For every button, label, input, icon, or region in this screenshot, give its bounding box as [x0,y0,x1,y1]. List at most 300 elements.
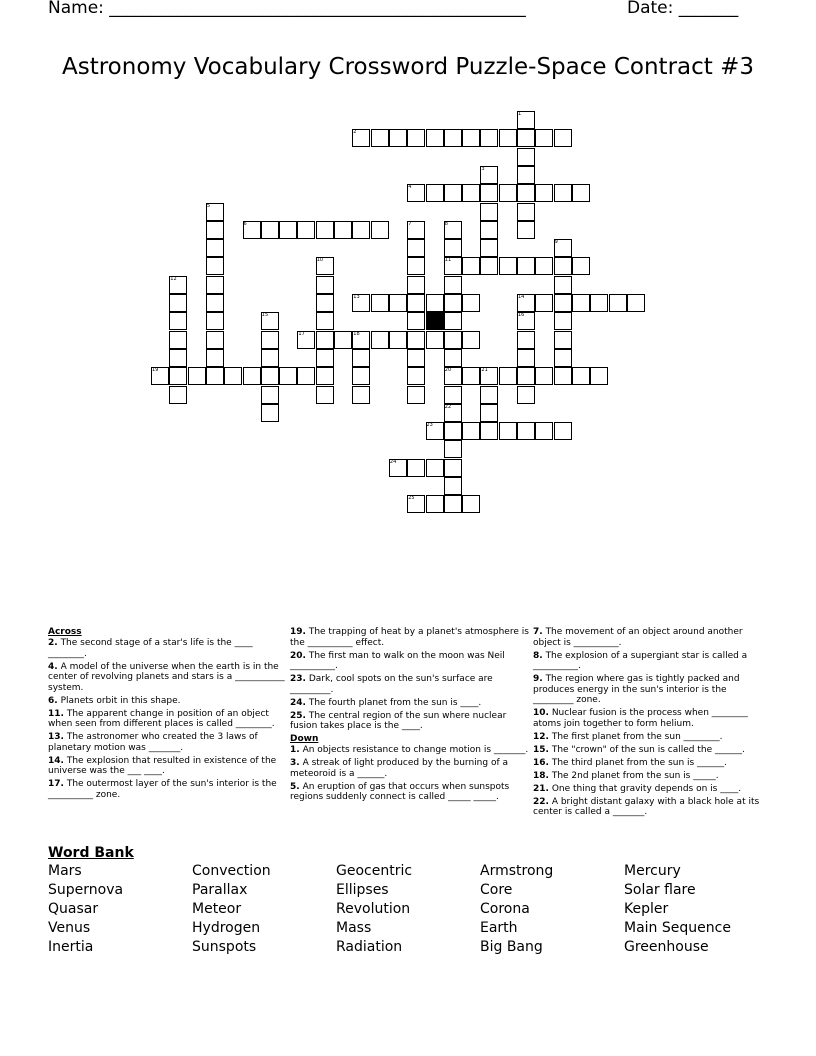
grid-cell[interactable] [462,294,480,312]
word-bank-column [480,862,620,957]
grid-cell[interactable] [224,367,242,385]
grid-cell[interactable] [352,386,370,404]
grid-cell[interactable] [462,331,480,349]
clue-number: 19. [290,627,306,637]
grid-cell[interactable] [371,221,389,239]
grid-cell[interactable] [261,404,279,422]
grid-cell[interactable] [169,349,187,367]
word-bank-word: Armstrong [480,863,554,879]
word-bank-column [48,862,188,957]
grid-cell[interactable] [480,386,498,404]
down-clue [533,771,765,782]
grid-cell[interactable] [480,422,498,440]
grid-cell[interactable] [371,129,389,147]
grid-cell[interactable] [426,495,444,513]
grid-cell[interactable] [169,294,187,312]
grid-cell[interactable] [407,184,425,202]
grid-cell[interactable] [206,349,224,367]
grid-cell[interactable] [517,184,535,202]
grid-cell[interactable] [426,294,444,312]
grid-cell[interactable] [462,184,480,202]
across-heading: Across [48,627,82,637]
grid-cell[interactable] [243,367,261,385]
date-line[interactable]: Date: _______ [627,0,739,18]
grid-cell[interactable] [444,386,462,404]
clue-number: 8. [533,650,543,661]
grid-cell[interactable] [517,367,535,385]
word-bank-word: Core [480,882,513,898]
grid-cell[interactable] [572,294,590,312]
word-bank-word: Venus [48,920,91,936]
clue-text: The trapping of heat by a planet's atmosphere is the __________ effect. [290,627,529,648]
clue-number: 21. [533,783,549,794]
clue-number: 6. [48,695,58,706]
grid-cell[interactable] [389,459,407,477]
down-heading: Down [290,734,319,744]
grid-cell[interactable] [316,386,334,404]
grid-cell[interactable] [316,221,334,239]
grid-cell[interactable] [352,294,370,312]
grid-cell[interactable] [261,349,279,367]
clue-text: The third planet from the sun is ______. [551,757,727,768]
down-clue [533,745,765,756]
grid-cell[interactable] [480,404,498,422]
grid-cell[interactable] [572,184,590,202]
clue-text: The "crown" of the sun is called the ______. [551,744,745,755]
word-bank-word: Radiation [336,939,403,955]
grid-cell[interactable] [444,404,462,422]
clue-text: An eruption of gas that occurs when sunspots regions suddenly connect is called _____ _____. [290,781,510,802]
grid-cell[interactable] [426,129,444,147]
clue-number: 3. [290,758,300,768]
grid-cell[interactable] [444,367,462,385]
grid-cell[interactable] [554,331,572,349]
grid-cell[interactable] [316,367,334,385]
grid-cell[interactable] [517,148,535,166]
grid-cell[interactable] [499,422,517,440]
grid-cell[interactable] [444,276,462,294]
grid-cell[interactable] [517,386,535,404]
word-bank-word: Hydrogen [192,920,261,936]
word-bank-word: Geocentric [336,863,413,879]
grid-cell[interactable] [279,367,297,385]
grid-cell[interactable] [554,294,572,312]
grid-cell[interactable] [517,203,535,221]
clue-text: The second stage of a star's life is the ____ ________. [48,638,253,659]
across-clue [48,696,290,707]
grid-cell[interactable] [444,440,462,458]
word-bank-word: Ellipses [336,882,389,898]
grid-cell[interactable] [297,331,315,349]
grid-cell[interactable] [480,221,498,239]
grid-cell[interactable] [261,386,279,404]
clue-text: The first planet from the sun ________. [551,731,723,742]
grid-cell[interactable] [480,166,498,184]
clue-number-label: 25 [408,495,415,502]
grid-cell[interactable] [554,257,572,275]
clue-number-label: 18 [353,330,360,337]
word-bank-word: Convection [192,863,271,879]
clue-text: The explosion of a supergiant star is called a __________. [533,650,748,671]
grid-cell[interactable] [462,495,480,513]
clue-number-label: 12 [170,275,177,282]
grid-cell[interactable] [517,294,535,312]
grid-cell[interactable] [371,294,389,312]
clue-number: 22. [533,796,549,807]
clue-text: An objects resistance to change motion is _______. [302,745,529,755]
grid-cell[interactable] [554,239,572,257]
word-bank-word: Parallax [192,882,248,898]
grid-cell[interactable] [243,221,261,239]
grid-cell[interactable] [517,221,535,239]
grid-cell[interactable] [554,367,572,385]
clue-number-label: 17 [298,330,305,337]
grid-cell[interactable] [444,349,462,367]
word-bank-word: Mars [48,863,82,879]
grid-cell[interactable] [389,129,407,147]
word-bank-title: Word Bank [48,845,134,861]
grid-cell[interactable] [517,422,535,440]
grid-cell[interactable] [389,331,407,349]
grid-cell[interactable] [535,367,553,385]
grid-cell[interactable] [316,276,334,294]
grid-cell[interactable] [407,276,425,294]
grid-cell[interactable] [261,367,279,385]
grid-cell[interactable] [535,257,553,275]
grid-cell[interactable] [462,422,480,440]
clue-number: 16. [533,757,549,768]
grid-cell[interactable] [151,367,169,385]
grid-cell[interactable] [352,221,370,239]
clue-number: 4. [48,661,58,672]
grid-cell[interactable] [444,257,462,275]
clue-number-label: 8 [444,220,448,227]
grid-cell[interactable] [627,294,645,312]
across-clue [290,627,532,648]
clue-text: Nuclear fusion is the process when ________ atoms join together to form helium. [533,708,748,729]
clue-text: The outermost layer of the sun's interior is the __________ zone. [48,779,277,800]
across-clue [290,698,532,709]
grid-cell[interactable] [590,294,608,312]
grid-cell[interactable] [426,331,444,349]
clue-number: 20. [290,650,306,661]
grid-cell[interactable] [206,294,224,312]
clue-text: The astronomer who created the 3 laws of planetary motion was _______. [48,732,258,753]
down-clue [533,674,765,706]
across-clue [48,756,290,777]
grid-cell[interactable] [444,422,462,440]
word-bank-word: Inertia [48,939,94,955]
clue-number: 18. [533,770,549,781]
clue-column-3 [533,627,765,820]
word-bank-word: Quasar [48,901,99,917]
word-bank-word: Mercury [624,863,681,879]
grid-cell[interactable] [554,312,572,330]
grid-cell[interactable] [535,422,553,440]
grid-cell[interactable] [462,367,480,385]
grid-cell[interactable] [462,257,480,275]
grid-cell[interactable] [480,239,498,257]
clue-text: The explosion that resulted in existence of the universe was the ___ ____. [48,755,277,776]
word-bank-word: Revolution [336,901,411,917]
page-title: Astronomy Vocabulary Crossword Puzzle-Space Contract #3 [61,54,754,80]
clue-number: 9. [533,674,543,684]
word-bank-column [624,862,764,957]
grid-cell[interactable] [407,495,425,513]
clue-number-label: 9 [554,239,558,246]
word-bank-word: Greenhouse [624,939,709,955]
across-clue [290,674,532,695]
down-clue [533,708,765,729]
grid-cell[interactable] [554,184,572,202]
across-clue [48,662,290,694]
clue-number-label: 4 [408,184,412,191]
grid-cell[interactable] [517,312,535,330]
grid-cell[interactable] [371,331,389,349]
grid-cell[interactable] [572,367,590,385]
grid-cell[interactable] [609,294,627,312]
clue-number: 15. [533,744,549,755]
grid-cell[interactable] [590,367,608,385]
word-bank-word: Solar flare [624,882,696,898]
clue-number-label: 2 [353,129,357,136]
grid-cell[interactable] [188,367,206,385]
grid-cell[interactable] [352,331,370,349]
clue-text: A bright distant galaxy with a black hole at its center is called a _______. [533,796,760,817]
name-line[interactable]: Name: _________________________________________________ [48,0,526,18]
grid-cell[interactable] [407,312,425,330]
grid-cell[interactable] [444,495,462,513]
clue-column-1 [48,627,290,803]
grid-cell[interactable] [206,331,224,349]
grid-cell[interactable] [407,367,425,385]
clue-text: A streak of light produced by the burning of a meteoroid is a ______. [290,758,508,779]
grid-cell[interactable] [407,459,425,477]
grid-cell[interactable] [535,184,553,202]
clue-number-label: 7 [408,220,412,227]
grid-cell[interactable] [407,386,425,404]
clue-text: The movement of an object around another object is __________. [533,627,743,648]
word-bank-word: Meteor [192,901,242,917]
grid-cell[interactable] [334,221,352,239]
down-clue [290,758,532,779]
clue-text: Planets orbit in this shape. [60,695,181,706]
down-clue [533,797,765,818]
grid-cell[interactable] [517,257,535,275]
across-clue [48,779,290,800]
grid-cell[interactable] [444,312,462,330]
clue-text: The region where gas is tightly packed and produces energy in the sun's interior is the _________ zone. [533,674,740,705]
grid-cell[interactable] [444,459,462,477]
word-bank-column [192,862,332,957]
clue-number: 24. [290,697,306,708]
grid-cell[interactable] [426,459,444,477]
grid-cell[interactable] [169,367,187,385]
clue-number: 10. [533,708,549,718]
grid-cell[interactable] [444,294,462,312]
grid-cell[interactable] [169,312,187,330]
clue-number-label: 6 [243,220,247,227]
grid-cell[interactable] [517,331,535,349]
grid-cell[interactable] [297,221,315,239]
clue-number: 7. [533,627,543,637]
grid-cell[interactable] [444,477,462,495]
clue-number-label: 22 [444,403,452,410]
grid-cell[interactable] [554,349,572,367]
grid-cell[interactable] [206,239,224,257]
grid-cell[interactable] [554,129,572,147]
clue-number-label: 15 [261,312,269,319]
word-bank-word: Corona [480,901,530,917]
down-clue [533,627,765,648]
clue-text: A model of the universe when the earth is in the center of revolving planets and stars is a ___________ system. [48,661,285,693]
grid-cell[interactable] [407,221,425,239]
down-clue [290,782,532,803]
across-clue [290,711,532,732]
grid-cell[interactable] [352,367,370,385]
clue-number: 5. [290,781,300,792]
grid-cell[interactable] [499,184,517,202]
grid-cell[interactable] [444,221,462,239]
clue-text: The apparent change in position of an object when seen from different places is called ________. [48,708,275,729]
clue-number-label: 13 [353,294,360,300]
clue-text: Dark, cool spots on the sun's surface are _________. [290,674,493,695]
grid-cell[interactable] [169,386,187,404]
grid-cell[interactable] [316,331,334,349]
grid-cell[interactable] [334,331,352,349]
clue-text: The central region of the sun where nuclear fusion takes place is the ____. [290,710,507,731]
clue-number-label: 14 [518,294,525,300]
grid-cell[interactable] [444,331,462,349]
clue-number-label: 23 [426,422,433,429]
clue-number: 17. [48,779,64,789]
grid-cell[interactable] [206,257,224,275]
clue-number-label: 24 [389,458,397,465]
grid-cell[interactable] [535,294,553,312]
down-clue [533,651,765,672]
grid-cell[interactable] [480,257,498,275]
word-bank-word: Earth [480,920,518,936]
grid-cell[interactable] [352,129,370,147]
grid-cell[interactable] [316,294,334,312]
grid-cell[interactable] [426,422,444,440]
clue-number-label: 1 [518,111,522,117]
grid-cell[interactable] [480,367,498,385]
word-bank-word: Supernova [48,882,124,898]
grid-cell[interactable] [316,257,334,275]
clue-text: The first man to walk on the moon was Neil __________. [290,650,505,671]
clue-number: 25. [290,710,306,721]
grid-cell[interactable] [407,239,425,257]
across-clue [48,638,290,659]
word-bank-column [336,862,476,957]
clue-number-label: 16 [518,312,525,319]
grid-cell[interactable] [480,129,498,147]
grid-cell[interactable] [517,111,535,129]
clue-number: 13. [48,732,64,742]
grid-cell[interactable] [261,331,279,349]
grid-cell[interactable] [480,203,498,221]
grid-cell[interactable] [316,349,334,367]
word-bank-word: Kepler [624,901,669,917]
word-bank-word: Big Bang [480,939,543,955]
grid-cell[interactable] [462,129,480,147]
grid-cell[interactable] [407,129,425,147]
clue-text: One thing that gravity depends on is ____. [551,783,742,794]
word-bank-word: Mass [336,920,372,936]
clue-number: 14. [48,755,64,766]
grid-cell[interactable] [407,294,425,312]
grid-cell[interactable] [297,367,315,385]
clue-number: 23. [290,674,306,684]
across-clue [290,651,532,672]
grid-cell[interactable] [554,276,572,294]
word-bank-word: Main Sequence [624,920,731,936]
clue-number: 11. [48,708,64,719]
grid-cell[interactable] [444,129,462,147]
clue-number-label: 19 [152,367,159,374]
down-clue [533,758,765,769]
grid-cell[interactable] [407,349,425,367]
grid-cell[interactable] [517,166,535,184]
grid-cell[interactable] [389,294,407,312]
clue-number-label: 5 [206,202,211,209]
grid-cell[interactable] [499,367,517,385]
clue-number-label: 3 [481,165,485,172]
grid-cell[interactable] [480,184,498,202]
clue-column-2 [290,627,532,805]
word-bank-word: Sunspots [192,939,257,955]
grid-cell[interactable] [499,129,517,147]
grid-cell[interactable] [316,312,334,330]
grid-cell[interactable] [279,221,297,239]
grid-cell[interactable] [554,422,572,440]
across-clue [48,709,290,730]
grid-cell[interactable] [572,257,590,275]
grid-cell[interactable] [206,312,224,330]
clue-text: The 2nd planet from the sun is _____. [551,770,719,781]
grid-cell[interactable] [517,349,535,367]
grid-cell[interactable] [261,312,279,330]
grid-cell[interactable] [352,349,370,367]
grid-cell[interactable] [169,331,187,349]
clue-number-label: 11 [444,257,452,264]
clue-number-label: 21 [481,367,488,374]
grid-cell[interactable] [535,129,553,147]
clue-number-label: 20 [444,367,452,374]
grid-cell[interactable] [261,221,279,239]
clue-text: The fourth planet from the sun is ____. [308,697,482,708]
grid-cell[interactable] [206,367,224,385]
grid-cell[interactable] [444,239,462,257]
grid-cell[interactable] [206,203,224,221]
black-square [426,312,444,330]
clue-number: 2. [48,638,58,648]
grid-cell[interactable] [426,184,444,202]
grid-cell[interactable] [206,276,224,294]
clue-number-label: 10 [316,257,324,264]
grid-cell[interactable] [407,257,425,275]
clue-number: 12. [533,731,549,742]
grid-cell[interactable] [169,276,187,294]
down-clue [533,732,765,743]
grid-cell[interactable] [206,221,224,239]
clue-number: 1. [290,745,300,755]
grid-cell[interactable] [517,129,535,147]
grid-cell[interactable] [444,184,462,202]
grid-cell[interactable] [499,257,517,275]
grid-cell[interactable] [407,331,425,349]
